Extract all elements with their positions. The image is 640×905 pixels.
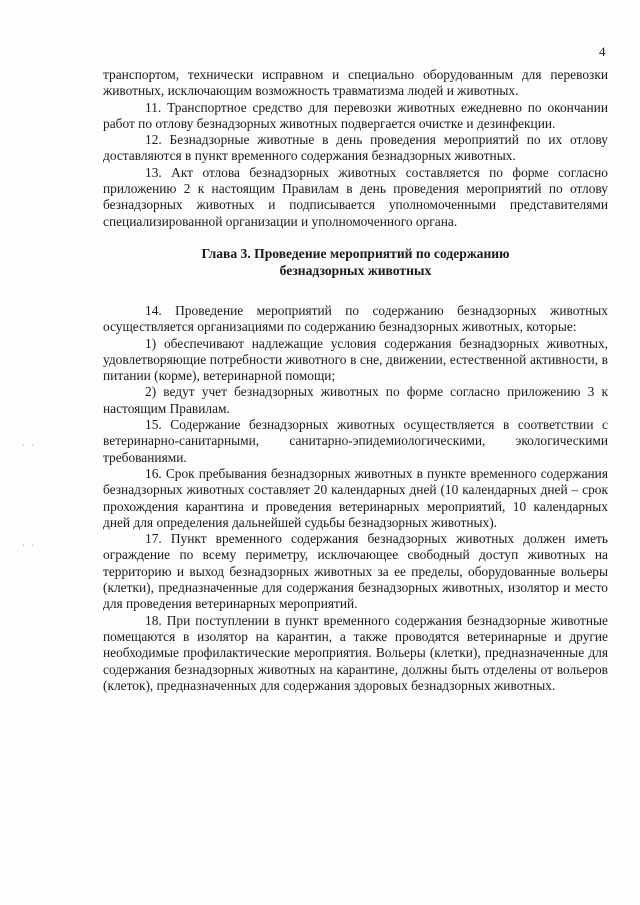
paragraph: транспортом, технически исправном и специально оборудованным для перевозки животных, исключающим возможность травматизма людей и животных. (103, 67, 608, 99)
scan-speck: · · (22, 540, 37, 550)
chapter-heading-line-2: безнадзорных животных (279, 262, 432, 278)
chapter-heading (103, 245, 608, 279)
paragraph: 13. Акт отлова безнадзорных животных составляется по форме согласно приложению 2 к настоящим Правилам в день проведения мероприятий по отлову безнадзорных животных и подписывается уполномоченными представителями специализированной организации и уполномоченного органа. (103, 164, 608, 229)
paragraph: 17. Пункт временного содержания безнадзорных животных должен иметь ограждение по всему периметру, исключающее свободный доступ животных на территорию и выход безнадзорных животных за ее пределы, оборудованные вольеры (клетки), предназначенные для содержания безнадзорных животных, изолятор и место для проведения ветеринарных мероприятий. (103, 531, 608, 612)
paragraph: 14. Проведение мероприятий по содержанию безнадзорных животных осуществляется организациями по содержанию безнадзорных животных, которые: (103, 302, 608, 335)
paragraph: 18. При поступлении в пункт временного содержания безнадзорные животные помещаются в изолятор на карантин, а также проводятся ветеринарные и другие необходимые профилактические мероприятия. Вольеры (клетки), предназначенные для содержания безнадзорных животных на карантине, должны быть отделены от вольеров (клеток), предназначенных для содержания здоровых безнадзорных животных. (103, 612, 608, 693)
paragraphs-after-chapter (103, 303, 608, 694)
page-number: 4 (599, 44, 606, 59)
paragraph: 16. Срок пребывания безнадзорных животных в пункте временного содержания безнадзорных животных составляет 20 календарных дней (10 календарных дней – срок прохождения карантина и проведения ветеринарных мероприятий, 10 календарных дней для определения дальнейшей судьбы безнадзорных животных). (103, 465, 608, 530)
paragraph: 15. Содержание безнадзорных животных осуществляется в соответствии с ветеринарно-санитарными, санитарно-эпидемиологическими, экологическими требованиями. (103, 417, 608, 465)
paragraph: 12. Безнадзорные животные в день проведения мероприятий по их отлову доставляются в пункт временного содержания безнадзорных животных. (103, 132, 608, 164)
document-body (103, 67, 608, 694)
paragraph: 2) ведут учет безнадзорных животных по форме согласно приложению 3 к настоящим Правилам. (103, 384, 608, 416)
paragraph: 1) обеспечивают надлежащие условия содержания безнадзорных животных, удовлетворяющие потребности животного в сне, движении, естественной активности, в питании (корме), ветеринарной помощи; (103, 335, 608, 384)
scan-speck: · · (22, 440, 37, 450)
paragraphs-before-chapter (103, 67, 608, 230)
chapter-heading-line-1: Глава 3. Проведение мероприятий по содержанию (201, 245, 510, 261)
paragraph: 11. Транспортное средство для перевозки животных ежедневно по окончании работ по отлову безнадзорных животных подвергается очистке и дезинфекции. (103, 99, 608, 131)
